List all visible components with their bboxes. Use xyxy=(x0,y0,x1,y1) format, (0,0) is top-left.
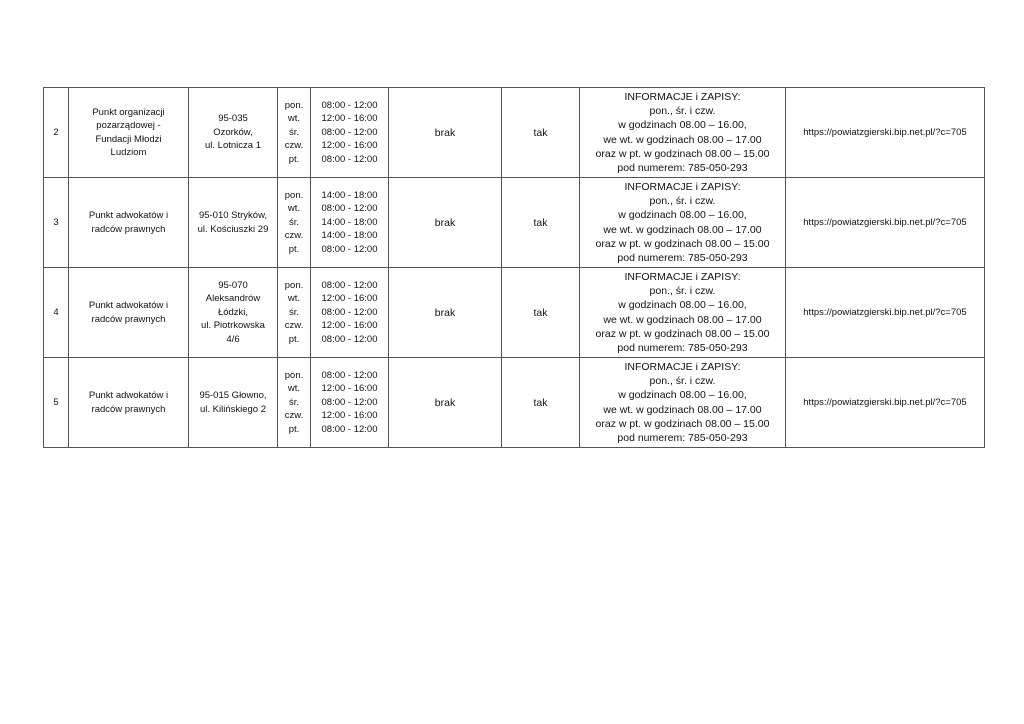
hours-line: 08:00 - 12:00 xyxy=(321,243,378,255)
hours xyxy=(311,178,389,268)
address-line: ul. Kilińskiego 2 xyxy=(199,403,266,415)
weekdays-line: wt. xyxy=(287,293,301,305)
registration-info-line: w godzinach 08.00 – 16.00, xyxy=(618,119,747,132)
registration-info-line: pod numerem: 785-050-293 xyxy=(617,431,748,444)
registration-info-line: oraz w pt. w godzinach 08.00 – 15.00 xyxy=(595,327,770,340)
weekdays-line: wt. xyxy=(287,203,301,215)
availability-b: tak xyxy=(502,358,580,448)
point-name-line: radców prawnych xyxy=(91,223,166,235)
address-line: ul. Kościuszki 29 xyxy=(197,223,269,235)
registration-info-line: INFORMACJE i ZAPISY: xyxy=(624,270,741,283)
registration-info-line: pod numerem: 785-050-293 xyxy=(617,251,748,264)
registration-info-line: oraz w pt. w godzinach 08.00 – 15.00 xyxy=(595,237,770,250)
address-line: 95-010 Stryków, xyxy=(198,210,268,222)
registration-info xyxy=(580,88,786,178)
point-name xyxy=(69,178,189,268)
point-name-line: Punkt organizacji xyxy=(92,106,165,118)
point-name xyxy=(69,88,189,178)
address xyxy=(189,268,278,358)
hours-line: 08:00 - 12:00 xyxy=(321,153,378,165)
address-line: ul. Piotrkowska xyxy=(201,320,265,332)
hours-line: 14:00 - 18:00 xyxy=(321,230,378,242)
hours-line: 08:00 - 12:00 xyxy=(321,396,378,408)
registration-info-line: w godzinach 08.00 – 16.00, xyxy=(618,299,747,312)
point-name xyxy=(69,268,189,358)
hours-line: 08:00 - 12:00 xyxy=(321,126,378,138)
table-row xyxy=(44,268,985,358)
hours-line: 08:00 - 12:00 xyxy=(321,203,378,215)
weekdays xyxy=(278,88,311,178)
hours-line: 12:00 - 16:00 xyxy=(321,410,378,422)
hours-line: 08:00 - 12:00 xyxy=(321,306,378,318)
weekdays-line: czw. xyxy=(284,140,304,152)
registration-info-line: pod numerem: 785-050-293 xyxy=(617,341,748,354)
registration-info-line: w godzinach 08.00 – 16.00, xyxy=(618,209,747,222)
weekdays-line: pon. xyxy=(284,99,304,111)
registration-info-line: we wt. w godzinach 08.00 – 17.00 xyxy=(603,133,762,146)
weekdays-line: wt. xyxy=(287,113,301,125)
weekdays-line: pt. xyxy=(288,423,300,435)
weekdays-line: wt. xyxy=(287,383,301,395)
row-number: 5 xyxy=(44,358,69,448)
address-line: 95-035 xyxy=(218,113,248,125)
registration-info xyxy=(580,178,786,268)
point-name xyxy=(69,358,189,448)
registration-info-line: pon., śr. i czw. xyxy=(649,195,716,208)
point-name-line: Fundacji Młodzi xyxy=(95,133,162,145)
registration-info-line: pod numerem: 785-050-293 xyxy=(617,161,748,174)
registration-info-line: w godzinach 08.00 – 16.00, xyxy=(618,389,747,402)
address xyxy=(189,88,278,178)
hours-line: 12:00 - 16:00 xyxy=(321,113,378,125)
hours xyxy=(311,358,389,448)
point-name-line: radców prawnych xyxy=(91,403,166,415)
hours-line: 12:00 - 16:00 xyxy=(321,140,378,152)
address-line: Ozorków, xyxy=(213,126,253,138)
registration-info-line: oraz w pt. w godzinach 08.00 – 15.00 xyxy=(595,417,770,430)
availability-a: brak xyxy=(389,178,502,268)
hours-line: 08:00 - 12:00 xyxy=(321,279,378,291)
hours-line: 12:00 - 16:00 xyxy=(321,320,378,332)
point-name-line: radców prawnych xyxy=(91,313,166,325)
availability-b: tak xyxy=(502,88,580,178)
address xyxy=(189,178,278,268)
hours-line: 08:00 - 12:00 xyxy=(321,423,378,435)
row-number: 4 xyxy=(44,268,69,358)
hours-line: 12:00 - 16:00 xyxy=(321,383,378,395)
registration-info xyxy=(580,358,786,448)
hours-line: 12:00 - 16:00 xyxy=(321,293,378,305)
weekdays-line: pt. xyxy=(288,243,300,255)
weekdays xyxy=(278,178,311,268)
hours-line: 14:00 - 18:00 xyxy=(321,216,378,228)
hours-line: 08:00 - 12:00 xyxy=(321,369,378,381)
point-name-line: Ludziom xyxy=(110,146,147,158)
weekdays-line: pon. xyxy=(284,369,304,381)
registration-info-line: we wt. w godzinach 08.00 – 17.00 xyxy=(603,223,762,236)
weekdays-line: czw. xyxy=(284,320,304,332)
weekdays xyxy=(278,358,311,448)
weekdays-line: pt. xyxy=(288,333,300,345)
website-link[interactable]: https://powiatzgierski.bip.net.pl/?c=705 xyxy=(786,88,985,178)
weekdays-line: śr. xyxy=(288,216,300,228)
point-name-line: Punkt adwokatów i xyxy=(88,300,169,312)
registration-info-line: we wt. w godzinach 08.00 – 17.00 xyxy=(603,403,762,416)
hours xyxy=(311,268,389,358)
website-link[interactable]: https://powiatzgierski.bip.net.pl/?c=705 xyxy=(786,268,985,358)
weekdays-line: pt. xyxy=(288,153,300,165)
availability-b: tak xyxy=(502,178,580,268)
address-line: 4/6 xyxy=(226,333,240,345)
registration-info xyxy=(580,268,786,358)
table-row xyxy=(44,88,985,178)
hours-line: 08:00 - 12:00 xyxy=(321,99,378,111)
point-name-line: pozarządowej - xyxy=(96,120,161,132)
hours xyxy=(311,88,389,178)
weekdays-line: pon. xyxy=(284,189,304,201)
hours-line: 08:00 - 12:00 xyxy=(321,333,378,345)
weekdays-line: czw. xyxy=(284,410,304,422)
registration-info-line: INFORMACJE i ZAPISY: xyxy=(624,90,741,103)
website-link[interactable]: https://powiatzgierski.bip.net.pl/?c=705 xyxy=(786,358,985,448)
schedule-table xyxy=(43,87,985,448)
address-line: Łódzki, xyxy=(217,306,249,318)
availability-b: tak xyxy=(502,268,580,358)
weekdays-line: pon. xyxy=(284,279,304,291)
registration-info-line: INFORMACJE i ZAPISY: xyxy=(624,180,741,193)
registration-info-line: we wt. w godzinach 08.00 – 17.00 xyxy=(603,313,762,326)
registration-info-line: pon., śr. i czw. xyxy=(649,105,716,118)
weekdays-line: śr. xyxy=(288,306,300,318)
point-name-line: Punkt adwokatów i xyxy=(88,390,169,402)
row-number: 2 xyxy=(44,88,69,178)
address-line: 95-015 Głowno, xyxy=(199,390,267,402)
website-link[interactable]: https://powiatzgierski.bip.net.pl/?c=705 xyxy=(786,178,985,268)
weekdays-line: śr. xyxy=(288,396,300,408)
address xyxy=(189,358,278,448)
availability-a: brak xyxy=(389,358,502,448)
registration-info-line: pon., śr. i czw. xyxy=(649,375,716,388)
address-line: 95-070 xyxy=(218,279,248,291)
registration-info-line: INFORMACJE i ZAPISY: xyxy=(624,360,741,373)
table-row xyxy=(44,358,985,448)
hours-line: 14:00 - 18:00 xyxy=(321,189,378,201)
point-name-line: Punkt adwokatów i xyxy=(88,210,169,222)
availability-a: brak xyxy=(389,268,502,358)
address-line: ul. Lotnicza 1 xyxy=(205,140,261,152)
row-number: 3 xyxy=(44,178,69,268)
registration-info-line: oraz w pt. w godzinach 08.00 – 15.00 xyxy=(595,147,770,160)
weekdays xyxy=(278,268,311,358)
availability-a: brak xyxy=(389,88,502,178)
weekdays-line: czw. xyxy=(284,230,304,242)
weekdays-line: śr. xyxy=(288,126,300,138)
address-line: Aleksandrów xyxy=(205,293,261,305)
table-row xyxy=(44,178,985,268)
registration-info-line: pon., śr. i czw. xyxy=(649,285,716,298)
